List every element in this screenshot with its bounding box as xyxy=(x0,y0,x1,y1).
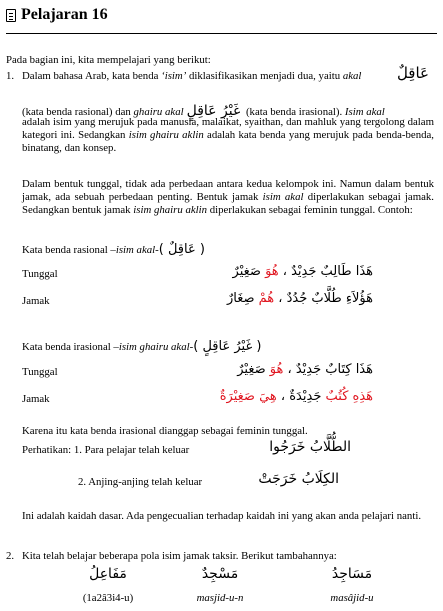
ex2-jamak-d: صَغِيْرَةٌ xyxy=(219,389,260,404)
ex1-tunggal-pronoun: هُوَ xyxy=(265,264,279,279)
item1-line1-pre: Dalam bahasa Arab, kata benda xyxy=(22,70,162,82)
anjing-text: 2. Anjing-anjing telah keluar xyxy=(78,476,203,488)
document-icon xyxy=(6,9,16,22)
term-isim-ghairu-aklin: isim ghairu aklin xyxy=(128,128,204,141)
p1-text-a: adalah isim yang merujuk pada manusia, malaikat, syaithan, dan mahluk yang tergolong dalam kategori ini. Sedangkan xyxy=(22,116,434,141)
page-title: Pelajaran 16 xyxy=(21,6,108,23)
ex1-jamak-c: صِغَارٌ xyxy=(226,291,259,306)
irasional-label-it: isim ghairu akal- xyxy=(118,341,194,353)
ex2-tunggal-arabic xyxy=(237,361,373,379)
rasional-arabic: ( عَاقِلٌ ) xyxy=(158,242,205,257)
ex2-jamak-pronoun: هِيَ xyxy=(259,389,277,404)
pattern-2-arabic: مَسْجِدٌ xyxy=(201,566,239,582)
ex2-tunggal-c: صَغِيْرٌ xyxy=(237,362,270,377)
irasional-label xyxy=(22,338,261,356)
p2-text-a: Dalam bentuk tunggal, tidak ada perbedaan antara kedua kelompok ini. Namun dalam bentuk jamak, ada sebuah perbedaan penting. Bentuk jamak xyxy=(22,178,434,203)
aqil-arabic: عَاقِلٌ xyxy=(396,64,429,82)
pattern-3-latin: masâjid-u xyxy=(330,592,374,604)
rasional-label xyxy=(22,241,205,259)
rasional-label-a: Kata benda rasional – xyxy=(22,244,116,256)
perhatikan-text: Perhatikan: 1. Para pelajar telah keluar xyxy=(22,444,190,456)
item1-line1-mid: diklasifikasikan menjadi dua, yaitu xyxy=(186,70,343,82)
term-isim-akal-2: isim akal xyxy=(262,190,304,203)
ex2-jamak-b: جَدِيْدَةٌ ، xyxy=(276,389,326,404)
ex1-tunggal-arabic xyxy=(233,263,373,281)
title-row xyxy=(6,6,108,24)
ex1-tunggal-a: هَذَا طَالِبٌ جَدِيْدٌ ، xyxy=(278,264,373,279)
term-akal: akal xyxy=(342,70,362,82)
ex1-jamak-pronoun: هُمْ xyxy=(258,291,275,306)
ex1-jamak-a: هَؤُلاَءِ طُلَّابٌ جُدُدٌ ، xyxy=(274,291,373,306)
irasional-arabic: ( غَيْرُ عَاقِلٍ ) xyxy=(193,339,262,354)
item1-number: 1. xyxy=(6,70,15,82)
anjing-arabic: الكِلَابُ خَرَجَتْ xyxy=(258,471,339,487)
rasional-label-it: isim akal- xyxy=(115,244,159,256)
ex2-jamak-label: Jamak xyxy=(22,393,50,405)
ex1-tunggal-c: صَغِيْرٌ xyxy=(232,264,266,279)
item1-paragraph2 xyxy=(22,178,434,216)
item1-line2-a: (kata benda rasional) dan xyxy=(22,106,134,118)
ex1-tunggal-label: Tunggal xyxy=(22,268,58,280)
term-isim-akal: Isim akal xyxy=(344,106,385,118)
ex2-jamak-a: هَذِهِ كُتُبٌ xyxy=(325,389,373,404)
p2-text-c: diperlakukan sebagai feminin tunggal. Contoh: xyxy=(207,203,413,216)
term-isim-ghairu-aklin-2: isim ghairu aklin xyxy=(133,203,208,216)
irasional-label-a: Kata benda irasional – xyxy=(22,341,119,353)
item2-text: Kita telah belajar beberapa pola isim jamak taksir. Berikut tambahannya: xyxy=(22,550,337,562)
item2-number: 2. xyxy=(6,550,15,562)
ex2-tunggal-label: Tunggal xyxy=(22,366,58,378)
ex1-jamak-label: Jamak xyxy=(22,295,50,307)
ex2-tunggal-pronoun: هُوَ xyxy=(269,362,284,377)
ex1-jamak-arabic xyxy=(227,290,373,308)
intro-text: Pada bagian ini, kita mempelajari yang berikut: xyxy=(6,54,211,66)
kaidah-text: Ini adalah kaidah dasar. Ada pengecualian terhadap kaidah ini yang akan anda pelajari nanti. xyxy=(22,510,422,522)
term-ghairu-akal: ghairu akal xyxy=(133,106,184,118)
ex2-tunggal-a: هَذَا كِتَابٌ جَدِيْدٌ ، xyxy=(283,362,373,377)
pattern-3-arabic: مَسَاجِدُ xyxy=(331,566,373,582)
ghair-aqil-arabic: غَيْرُ عَاقِلٍ xyxy=(186,103,241,119)
perhatikan-arabic: الطُّلَّابُ خَرَجُوا xyxy=(269,439,351,455)
term-isim: ‘isim’ xyxy=(161,70,187,82)
karena-text: Karena itu kata benda irasional dianggap sebagai feminin tunggal. xyxy=(22,425,308,437)
p1-text-b: adalah kata benda yang merujuk pada benda-benda, binatang, dan konsep. xyxy=(22,128,434,154)
title-divider xyxy=(6,33,437,34)
item1-paragraph1 xyxy=(22,116,434,154)
pattern-1-latin: (1a2â3i4-u) xyxy=(82,592,134,604)
ex2-jamak-arabic xyxy=(220,388,373,406)
p2-text-b: diperlakukan sebagai jamak. Sedangkan bentuk jamak xyxy=(22,190,435,216)
pattern-1-arabic: مَفَاعِلُ xyxy=(89,566,127,582)
item1-line1 xyxy=(22,70,361,83)
item1-line2-b: (kata benda irasional). xyxy=(243,106,345,118)
pattern-2-latin: masjid-u-n xyxy=(196,592,244,604)
